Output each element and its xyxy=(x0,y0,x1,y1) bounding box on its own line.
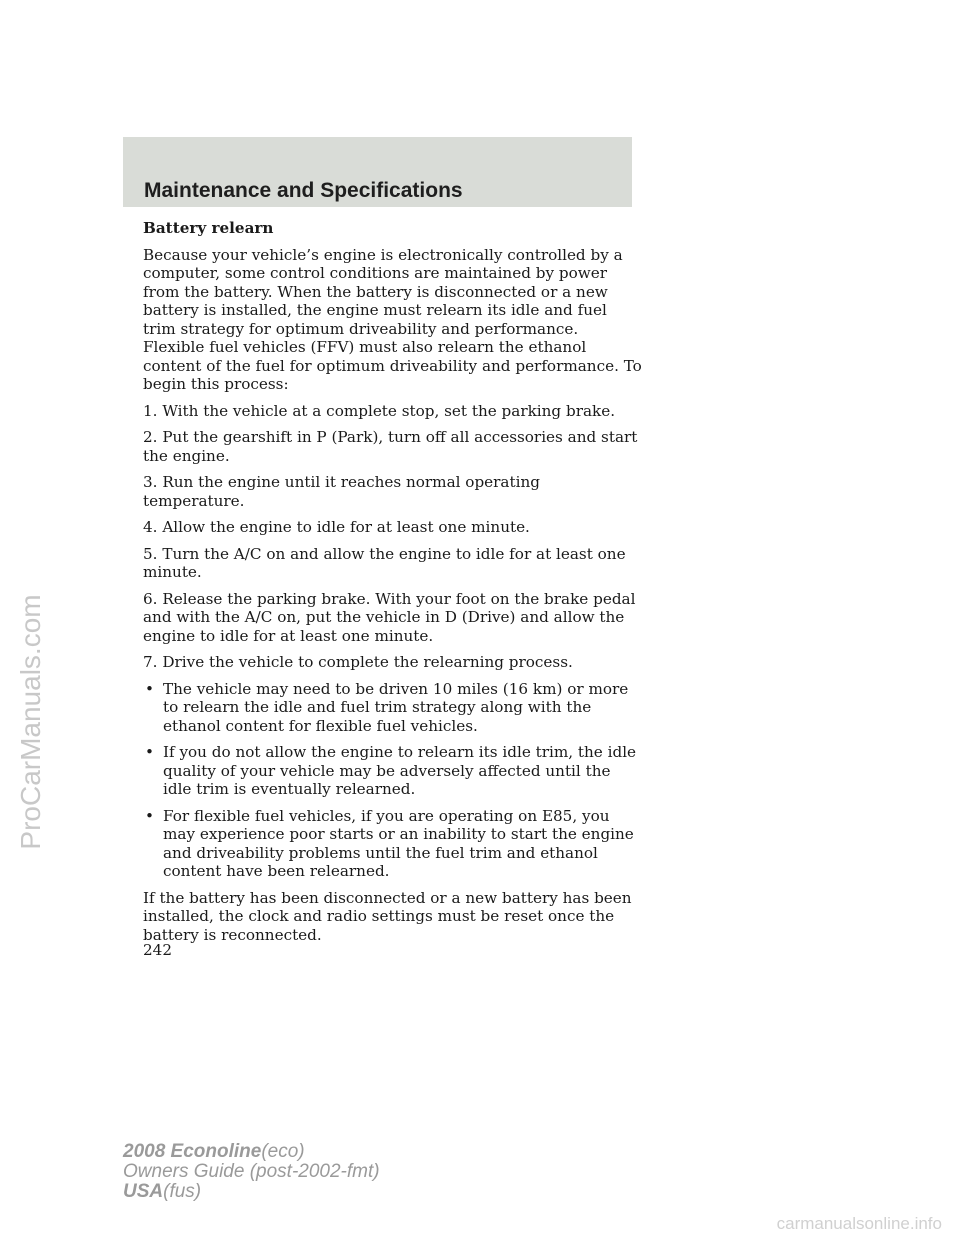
page-content xyxy=(143,219,643,952)
page-number: 242 xyxy=(143,941,172,959)
footer-model: 2008 Econoline xyxy=(123,1141,262,1162)
intro-paragraph: Because your vehicle’s engine is electronically controlled by a computer, some control conditions are maintained by power from the battery. When the battery is disconnected or a new battery is installed, the engine must relearn its idle and fuel trim strategy for optimum driveability and performance. Flexible fuel vehicles (FFV) must also relearn the ethanol content of the fuel for optimum driveability and performance. To begin this process: xyxy=(143,245,642,393)
step-item: 7. Drive the vehicle to complete the relearning process. xyxy=(143,653,573,671)
step-item: 3. Run the engine until it reaches normal operating temperature. xyxy=(143,473,540,510)
footer-market: USA xyxy=(123,1181,164,1202)
side-watermark-text: ProCarManuals.com xyxy=(15,594,46,850)
footer-line-model xyxy=(123,1142,380,1162)
step-item: 4. Allow the engine to idle for at least one minute. xyxy=(143,518,530,536)
footer-model-code: (eco) xyxy=(261,1141,305,1162)
bullet-item xyxy=(143,807,643,881)
side-watermark xyxy=(11,512,51,932)
document-footer xyxy=(123,1142,380,1202)
bullet-text: If you do not allow the engine to relearn its idle trim, the idle quality of your vehicle may be adversely affected until the idle trim is eventually relearned. xyxy=(163,743,637,798)
bullet-item xyxy=(143,680,643,736)
bullet-text: For flexible fuel vehicles, if you are operating on E85, you may experience poor starts or an inability to start the engine and driveability problems until the fuel trim and ethanol content have been relearned. xyxy=(163,806,634,880)
bottom-watermark: carmanualsonline.info xyxy=(776,1214,942,1233)
section-header-title: Maintenance and Specifications xyxy=(144,179,463,202)
step-item: 1. With the vehicle at a complete stop, set the parking brake. xyxy=(143,401,616,420)
bullet-icon: • xyxy=(145,679,154,698)
section-header-band xyxy=(123,137,632,207)
bullet-icon: • xyxy=(145,806,154,825)
step-item: 6. Release the parking brake. With your foot on the brake pedal and with the A/C on, put the vehicle in D (Drive) and allow the engine to idle for at least one minute. xyxy=(143,589,636,645)
section-heading: Battery relearn xyxy=(143,219,274,237)
bullet-text: The vehicle may need to be driven 10 miles (16 km) or more to relearn the idle and fuel trim strategy along with the ethanol content for flexible fuel vehicles. xyxy=(163,679,629,735)
closing-paragraph: If the battery has been disconnected or a new battery has been installed, the clock and radio settings must be reset once the battery is reconnected. xyxy=(143,888,632,944)
step-item: 5. Turn the A/C on and allow the engine to idle for at least one minute. xyxy=(143,544,626,581)
footer-line-guide: Owners Guide (post-2002-fmt) xyxy=(123,1161,380,1182)
footer-line-market xyxy=(123,1182,380,1202)
footer-market-code: (fus) xyxy=(163,1181,202,1202)
bullet-icon: • xyxy=(145,743,154,761)
bullet-item xyxy=(143,743,643,799)
step-item: 2. Put the gearshift in P (Park), turn off all accessories and start the engine. xyxy=(143,428,638,465)
